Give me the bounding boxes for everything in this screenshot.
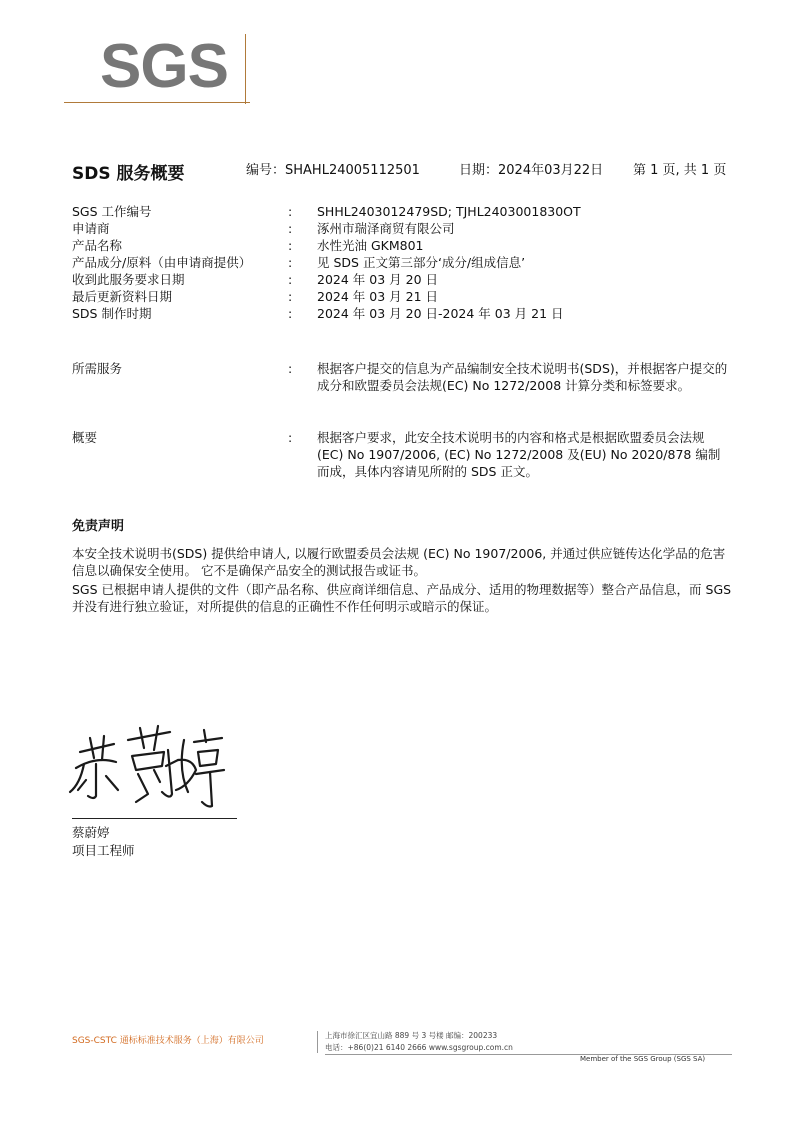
signatory-role: 项目工程师 [72, 843, 135, 858]
info-colon: : [288, 204, 293, 219]
info-colon: : [288, 272, 293, 287]
info-label: 产品名称 [72, 238, 123, 253]
info-value: 2024 年 03 月 21 日 [317, 289, 438, 304]
page-indicator: 第 1 页, 共 1 页 [633, 163, 727, 178]
info-colon: : [288, 255, 293, 270]
logo-vertical-line [245, 34, 246, 104]
info-label: 申请商 [72, 221, 110, 236]
info-value: 2024 年 03 月 20 日-2024 年 03 月 21 日 [317, 306, 564, 321]
info-value: 见 SDS 正文第三部分‘成分/组成信息’ [317, 255, 526, 270]
footer-member-text: Member of the SGS Group (SGS SA) [580, 1055, 706, 1063]
report-number: 编号：SHAHL24005112501 [246, 163, 420, 178]
info-row-received-date [72, 271, 732, 288]
info-row-applicant [72, 220, 732, 237]
services-row [72, 360, 732, 414]
info-value: 涿州市瑞泽商贸有限公司 [317, 221, 455, 236]
disclaimer-paragraph-1: 本安全技术说明书(SDS) 提供给申请人, 以履行欧盟委员会法规 (EC) No 1907/2006, 并通过供应链传达化学品的危害信息以确保安全使用。 它不是确保产品安全的测试报告或证书。 [72, 546, 726, 578]
info-row-composition [72, 254, 732, 271]
signatory-name: 蔡蔚婷 [72, 825, 110, 840]
document-title: SDS 服务概要 [72, 164, 185, 184]
footer-contact: 电话：+86(0)21 6140 2666 www.sgsgroup.com.cn [325, 1043, 513, 1052]
info-label: 收到此服务要求日期 [72, 272, 185, 287]
summary-colon: : [288, 430, 293, 445]
services-value: 根据客户提交的信息为产品编制安全技术说明书(SDS)，并根据客户提交的成分和欧盟委员会法规(EC) No 1272/2008 计算分类和标签要求。 [317, 361, 728, 393]
info-label: 产品成分/原料（由申请商提供） [72, 255, 252, 270]
footer-company: SGS-CSTC 通标标准技术服务（上海）有限公司 [72, 1036, 264, 1046]
handwritten-signature [66, 720, 226, 808]
report-date: 日期：2024年03月22日 [459, 163, 604, 178]
info-row-sds-period [72, 305, 732, 322]
info-label: SGS 工作编号 [72, 204, 152, 219]
disclaimer-title: 免责声明 [72, 519, 125, 534]
info-label: 最后更新资料日期 [72, 289, 173, 304]
info-colon: : [288, 221, 293, 236]
summary-value: 根据客户要求，此安全技术说明书的内容和格式是根据欧盟委员会法规 (EC) No 1907/2006, (EC) No 1272/2008 及(EU) No 2020/878 编制而成，具体内容请见所附的 SDS 正文。 [317, 430, 721, 479]
info-label: SDS 制作时期 [72, 306, 152, 321]
info-colon: : [288, 289, 293, 304]
signature-line [72, 818, 237, 819]
summary-row [72, 429, 732, 483]
info-colon: : [288, 306, 293, 321]
services-colon: : [288, 361, 293, 376]
sgs-logo [64, 30, 254, 108]
info-colon: : [288, 238, 293, 253]
info-value: 水性光油 GKM801 [317, 238, 424, 253]
logo-horizontal-line [64, 102, 250, 103]
info-value: 2024 年 03 月 20 日 [317, 272, 438, 287]
logo-text: SGS [100, 32, 228, 101]
footer-divider [317, 1031, 318, 1053]
disclaimer-paragraph-2: SGS 已根据申请人提供的文件（即产品名称、供应商详细信息、产品成分、适用的物理数据等）整合产品信息，而 SGS 并没有进行独立验证，对所提供的信息的正确性不作任何明示或暗示的保证。 [72, 582, 732, 614]
info-row-updated-date [72, 288, 732, 305]
summary-label: 概要 [72, 430, 98, 445]
footer-address: 上海市徐汇区宜山路 889 号 3 号楼 邮编：200233 [325, 1031, 498, 1040]
info-value: SHHL2403012479SD; TJHL2403001830OT [317, 204, 581, 219]
services-label: 所需服务 [72, 361, 123, 376]
info-row-product-name [72, 237, 732, 254]
info-row-job-number [72, 203, 732, 220]
